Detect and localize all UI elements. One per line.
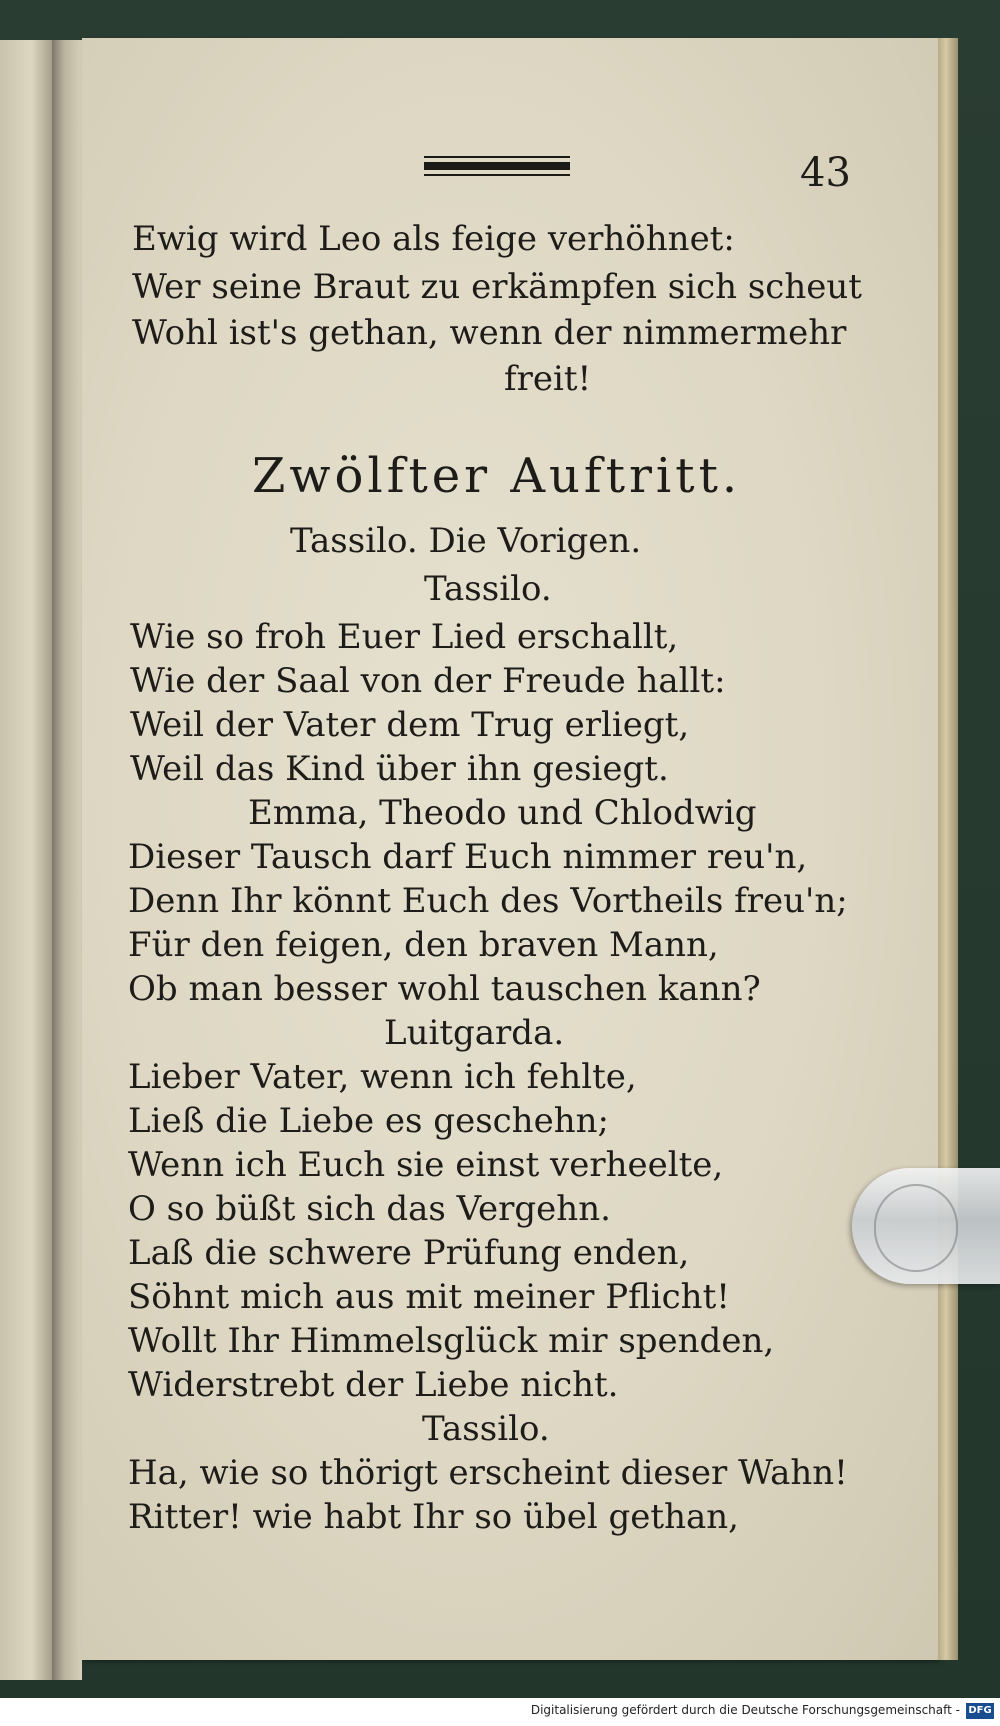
page-number: 43 — [800, 150, 851, 196]
verse-line: Ritter! wie habt Ihr so übel gethan, — [128, 1497, 739, 1537]
verse-line: Ob man besser wohl tauschen kann? — [128, 969, 761, 1009]
text-line: freit! — [504, 359, 592, 399]
verse-line: Söhnt mich aus mit meiner Pflicht! — [128, 1277, 730, 1317]
verse-line: Ha, wie so thörigt erscheint dieser Wahn! — [128, 1453, 848, 1493]
verse-line: Wie der Saal von der Freude hallt: — [130, 661, 726, 701]
verse-line: O so büßt sich das Vergehn. — [128, 1189, 611, 1229]
verse-line: Wie so froh Euer Lied erschallt, — [130, 617, 679, 657]
page-stack-edge — [938, 38, 958, 1660]
speaker-name: Emma, Theodo und Chlodwig — [248, 793, 757, 833]
verse-line: Lieber Vater, wenn ich fehlte, — [128, 1057, 637, 1097]
text-line: Wer seine Braut zu erkämpfen sich scheut — [132, 267, 862, 307]
book-gutter — [52, 40, 82, 1680]
speaker-name: Tassilo. — [424, 569, 552, 609]
footer-bar — [0, 1698, 1000, 1726]
verse-line: Widerstrebt der Liebe nicht. — [128, 1365, 619, 1405]
verse-line: Wenn ich Euch sie einst verheelte, — [128, 1145, 724, 1185]
scene-heading: Zwölfter Auftritt. — [252, 448, 742, 504]
funding-notice: Digitalisierung gefördert durch die Deutsche Forschungsgemeinschaft - — [530, 1703, 960, 1717]
speaker-name: Tassilo. — [422, 1409, 550, 1449]
verse-line: Ließ die Liebe es geschehn; — [128, 1101, 609, 1141]
speaker-name: Luitgarda. — [384, 1013, 565, 1053]
verse-line: Weil der Vater dem Trug erliegt, — [130, 705, 690, 745]
facing-page-edge — [0, 40, 52, 1680]
page-clip — [852, 1168, 1000, 1284]
ornamental-rule — [424, 156, 570, 178]
text-line: Ewig wird Leo als feige verhöhnet: — [132, 219, 735, 259]
text-line: Wohl ist's gethan, wenn der nimmermehr — [132, 313, 847, 353]
verse-line: Dieser Tausch darf Euch nimmer reu'n, — [128, 837, 808, 877]
dfg-logo-icon: DFG — [966, 1703, 994, 1719]
verse-line: Denn Ihr könnt Euch des Vortheils freu'n; — [128, 881, 848, 921]
cast-line: Tassilo. Die Vorigen. — [290, 521, 642, 561]
verse-line: Für den feigen, den braven Mann, — [128, 925, 719, 965]
verse-line: Laß die schwere Prüfung enden, — [128, 1233, 690, 1273]
verse-line: Wollt Ihr Himmelsglück mir spenden, — [128, 1321, 775, 1361]
verse-line: Weil das Kind über ihn gesiegt. — [130, 749, 669, 789]
